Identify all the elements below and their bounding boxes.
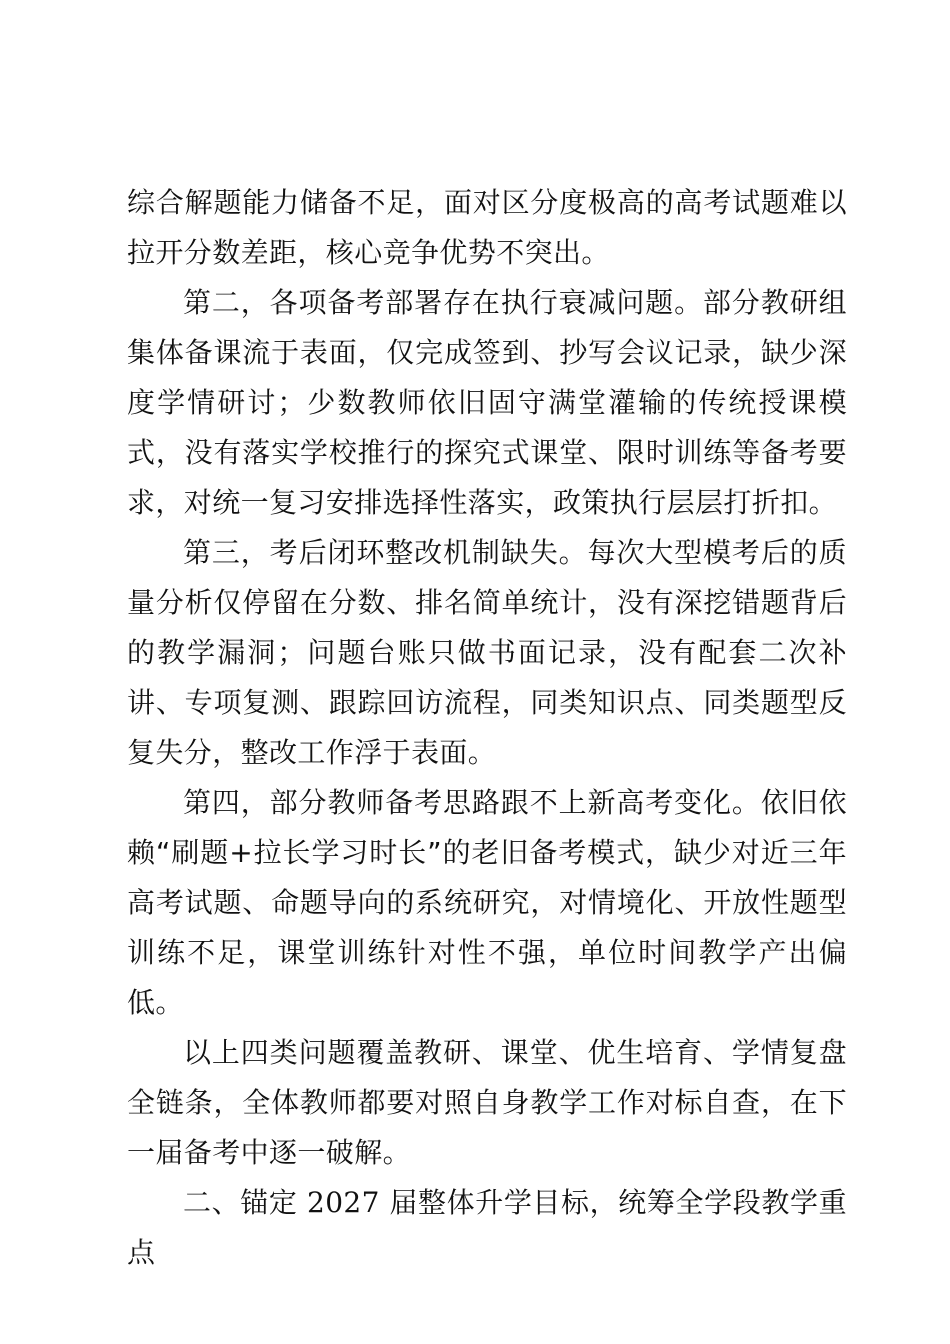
paragraph-third-point: 第三，考后闭环整改机制缺失。每次大型模考后的质量分析仅停留在分数、排名简单统计，没有深挖错题背后的教学漏洞；问题台账只做书面记录，没有配套二次补讲、专项复测、跟踪回访流程，同类知识点、同类题型反复失分，整改工作浮于表面。 xyxy=(127,536,847,769)
paragraph-second-point: 第二，各项备考部署存在执行衰减问题。部分教研组集体备课流于表面，仅完成签到、抄写会议记录，缺少深度学情研讨；少数教师依旧固守满堂灌输的传统授课模式，没有落实学校推行的探究式课堂、限时训练等备考要求，对统一复习安排选择性落实，政策执行层层打折扣。 xyxy=(127,286,847,519)
section-heading: 二、锚定 2027 届整体升学目标，统筹全学段教学重点 xyxy=(127,1186,847,1269)
document-body xyxy=(127,178,847,1278)
paragraph-fourth-point: 第四，部分教师备考思路跟不上新高考变化。依旧依赖“刷题+拉长学习时长”的老旧备考模式，缺少对近三年高考试题、命题导向的系统研究，对情境化、开放性题型训练不足，课堂训练针对性不强，单位时间教学产出偏低。 xyxy=(127,786,847,1019)
paragraph-continuation: 综合解题能力储备不足，面对区分度极高的高考试题难以拉开分数差距，核心竞争优势不突出。 xyxy=(127,186,847,269)
paragraph-summary: 以上四类问题覆盖教研、课堂、优生培育、学情复盘全链条，全体教师都要对照自身教学工作对标自查，在下一届备考中逐一破解。 xyxy=(127,1036,847,1169)
